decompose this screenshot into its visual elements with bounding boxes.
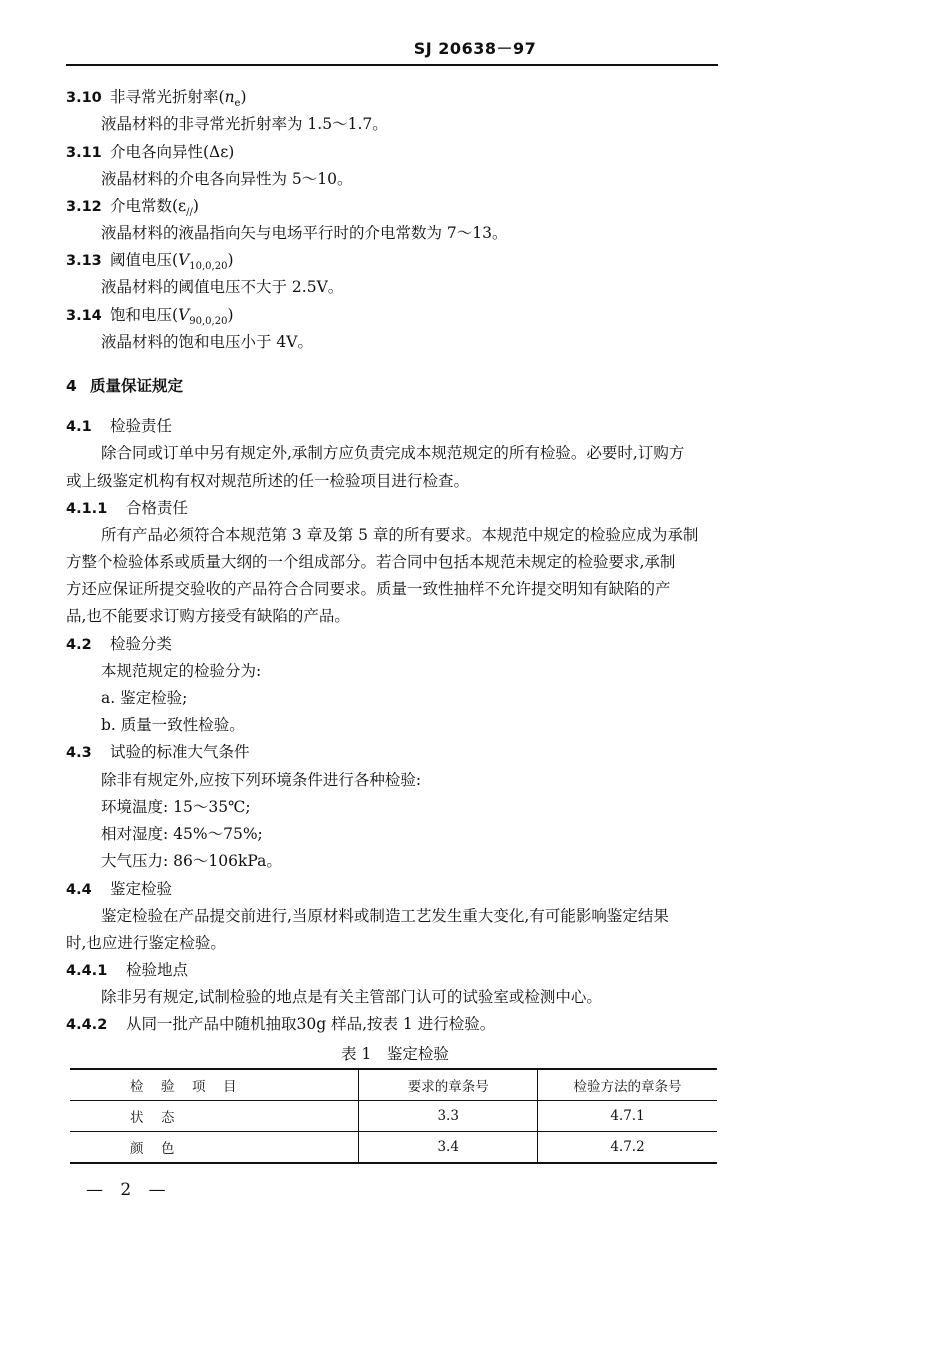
section-4-4-line-1: 鉴定检验在产品提交前进行,当原材料或制造工艺发生重大变化,有可能影响鉴定结果 [101,907,669,925]
cell-method-clause: 4.7.1 [537,1101,717,1132]
section-4-1-heading [66,416,172,437]
inspection-table [70,1068,717,1164]
cell-item: 状 态 [70,1101,359,1132]
section-3-10-body: 液晶材料的非寻常光折射率为 1.5～1.7。 [101,115,388,133]
section-4-2-heading [66,634,172,655]
section-3-12-body: 液晶材料的液晶指向矢与电场平行时的介电常数为 7～13。 [101,224,508,242]
section-title: 阈值电压( [110,251,179,269]
section-4-3-line-1: 除非有规定外,应按下列环境条件进行各种检验: [101,771,422,789]
section-title: 合格责任 [126,499,189,517]
symbol: V [178,306,190,324]
symbol: n [224,88,235,106]
subscript: 90,0,20 [189,316,228,328]
section-3-10-heading [66,87,247,114]
cell-item: 颜 色 [70,1132,359,1164]
header-item: 检 验 项 目 [70,1069,359,1101]
section-4-3-heading [66,742,250,763]
chapter-title: 质量保证规定 [90,377,184,395]
subscript: 10,0,20 [189,261,228,273]
symbol: V [178,251,190,269]
chapter-number: 4 [66,377,77,395]
section-title-end: ) [227,251,234,269]
section-4-4-2-heading [66,1014,495,1035]
section-4-4-1-heading [66,960,188,981]
subscript: e [234,98,241,110]
section-number: 4.4.1 [66,963,108,979]
section-title: 检验分类 [110,635,173,653]
cell-requirement-clause: 3.3 [359,1101,538,1132]
section-title: 鉴定检验 [110,880,173,898]
section-title: 介电常数(ε [110,197,187,215]
header-method-clause: 检验方法的章条号 [537,1069,717,1101]
section-3-11-heading [66,142,234,163]
table-header-row [70,1069,717,1101]
section-number: 3.12 [66,199,102,215]
section-4-1-line-2: 或上级鉴定机构有权对规范所述的任一检验项目进行检查。 [66,472,470,490]
section-3-13-heading [66,250,234,277]
subscript: // [186,207,193,219]
header-rule [66,64,718,66]
section-3-14-heading [66,305,234,332]
section-4-1-1-heading [66,498,188,519]
section-number: 3.13 [66,253,102,269]
section-4-3-line-2: 环境温度: 15～35℃; [101,798,251,816]
section-4-4-line-2: 时,也应进行鉴定检验。 [66,934,226,952]
section-4-4-1-line-1: 除非另有规定,试制检验的地点是有关主管部门认可的试验室或检测中心。 [101,988,602,1006]
header-requirement-clause: 要求的章条号 [359,1069,538,1101]
section-title-end: ) [192,197,199,215]
section-4-1-line-1: 除合同或订单中另有规定外,承制方应负责完成本规范规定的所有检验。必要时,订购方 [101,444,685,462]
page-number: — 2 — [86,1180,172,1200]
standard-code: SJ 20638－97 [413,39,537,58]
cell-method-clause: 4.7.2 [537,1132,717,1164]
table-row [70,1101,717,1132]
section-title-end: ) [240,88,247,106]
section-number: 4.4 [66,882,92,898]
section-number: 3.10 [66,90,102,106]
section-number: 4.1.1 [66,501,108,517]
section-number: 3.11 [66,145,102,161]
section-3-14-body: 液晶材料的饱和电压小于 4V。 [101,333,313,351]
section-4-2-line-1: 本规范规定的检验分为: [101,662,262,680]
section-4-1-1-line-2: 方整个检验体系或质量大纲的一个组成部分。若合同中包括本规范未规定的检验要求,承制 [66,553,676,571]
section-4-2-item-b: b. 质量一致性检验。 [101,716,245,734]
section-number: 4.1 [66,419,92,435]
section-text: 从同一批产品中随机抽取30g 样品,按表 1 进行检验。 [126,1015,496,1033]
table-caption: 表 1 鉴定检验 [341,1045,449,1063]
section-title-end: ) [227,306,234,324]
cell-requirement-clause: 3.4 [359,1132,538,1164]
section-title: 检验责任 [110,417,173,435]
section-4-3-line-3: 相对湿度: 45%～75%; [101,825,263,843]
section-4-4-heading [66,879,172,900]
section-number: 4.3 [66,745,92,761]
section-number: 4.2 [66,637,92,653]
section-title: 非寻常光折射率( [110,88,225,106]
section-title: 介电各向异性(Δε) [110,143,235,161]
section-number: 3.14 [66,308,102,324]
section-number: 4.4.2 [66,1017,108,1033]
section-4-1-1-line-1: 所有产品必须符合本规范第 3 章及第 5 章的所有要求。本规范中规定的检验应成为承制 [101,526,699,544]
section-title: 试验的标准大气条件 [110,743,250,761]
section-4-1-1-line-3: 方还应保证所提交验收的产品符合合同要求。质量一致性抽样不允许提交明知有缺陷的产 [66,580,671,598]
section-3-11-body: 液晶材料的介电各向异性为 5～10。 [101,170,353,188]
section-4-3-line-4: 大气压力: 86～106kPa。 [101,852,282,870]
table-row [70,1132,717,1164]
section-title: 饱和电压( [110,306,179,324]
section-3-13-body: 液晶材料的阈值电压不大于 2.5V。 [101,278,344,296]
section-4-2-item-a: a. 鉴定检验; [101,689,188,707]
section-title: 检验地点 [126,961,189,979]
chapter-4-heading [66,376,183,396]
section-4-1-1-line-4: 品,也不能要求订购方接受有缺陷的产品。 [66,607,350,625]
section-3-12-heading [66,196,199,223]
